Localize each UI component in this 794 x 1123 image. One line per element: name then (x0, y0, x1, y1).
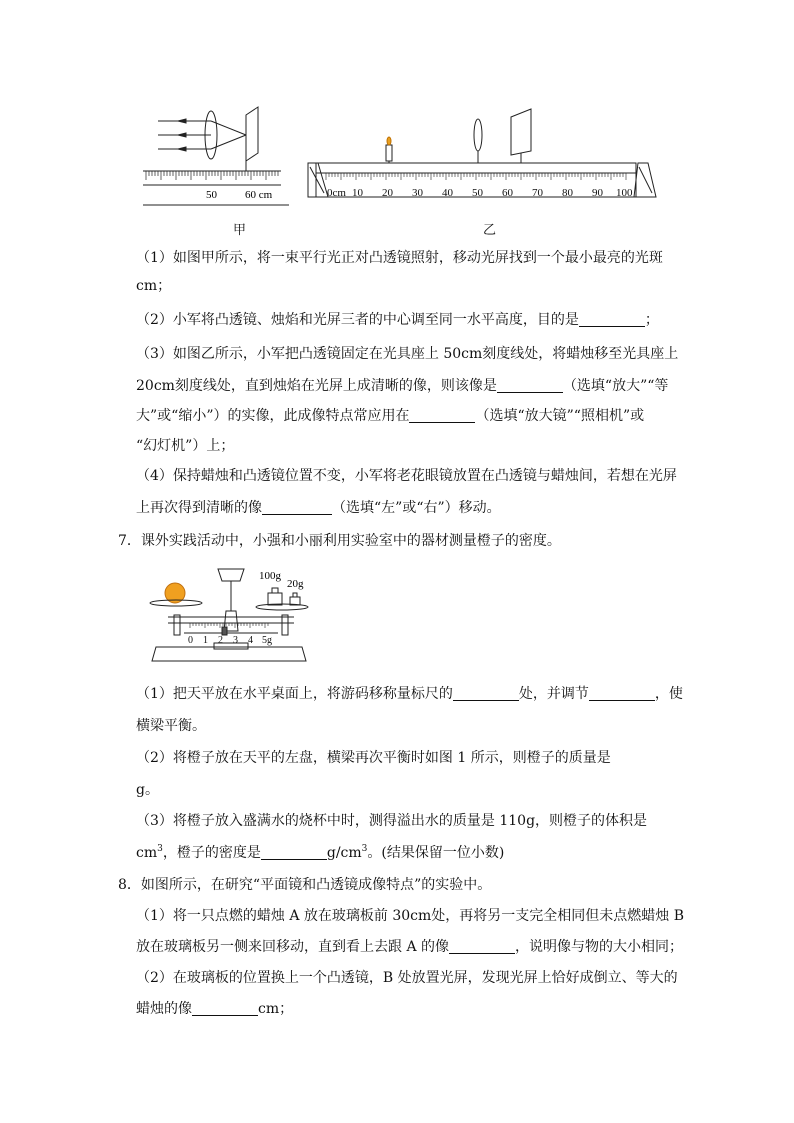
q6-p4-line2a: 上再次得到清晰的像 (136, 500, 262, 516)
q8-p2-line1: （2）在玻璃板的位置换上一个凸透镜，B 处放置光屏，发现光屏上恰好成倒立、等大的 (136, 970, 678, 986)
yi-tick-label-70: 70 (532, 187, 543, 199)
q7-p3-unit1: cm (136, 845, 158, 861)
q6-p4-line1: （4）保持蜡烛和凸透镜位置不变，小军将老花眼镜放置在凸透镜与蜡烛间，若想在光屏 (136, 468, 677, 484)
q7-p1-blank1[interactable] (453, 686, 519, 701)
q6-p3-line3a: 大”或“缩小”）的实像，此成像特点常应用在 (136, 408, 410, 424)
figure-balance (144, 563, 314, 668)
q8-title: 8．如图所示，在研究“平面镜和凸透镜成像特点”的实验中。 (118, 877, 492, 893)
yi-tick-label-80: 80 (562, 187, 573, 199)
q7-p1-line1a: （1）把天平放在水平桌面上，将游码移称量标尺的 (136, 686, 453, 702)
caption-jia: 甲 (233, 223, 247, 238)
q7-p3-sup1: 3 (157, 844, 163, 854)
q7-p1-line1b: 处，并调节 (518, 686, 589, 702)
q6-p3-line3 (136, 406, 644, 426)
q6-p4-line2 (136, 498, 501, 518)
q7-p1-line2: 横梁平衡。 (136, 718, 206, 734)
q6-p4-line2b: （选填“左”或“右”）移动。 (332, 500, 501, 516)
figure-yi (306, 105, 660, 205)
yi-tick-label-100: 100 (616, 187, 633, 199)
q8-p2-line2a: 蜡烛的像 (136, 1001, 192, 1017)
weight-label-100g: 100g (259, 570, 281, 582)
q7-p1-line1 (136, 684, 683, 704)
q7-p3-sup2: 3 (361, 844, 368, 854)
q7-p2-line2: g。 (136, 782, 159, 798)
yi-tick-label-40: 40 (442, 187, 453, 199)
q8-p1-line2a: 放在玻璃板另一侧来回移动，直到看上去跟 A 的像 (136, 939, 450, 955)
q7-p3-mid: ，橙子的密度是 (162, 845, 261, 861)
q8-p1-blank[interactable] (449, 939, 515, 954)
yi-tick-label-90: 90 (592, 187, 603, 199)
q8-p1-line1: （1）将一只点燃的蜡烛 A 放在玻璃板前 30cm处，再将另一支完全相同但未点燃蜡烛 B (136, 908, 685, 924)
yi-tick-label-20: 20 (382, 187, 393, 199)
yi-tick-label-30: 30 (412, 187, 423, 199)
q6-p2-end: ； (644, 312, 659, 328)
q7-p3-blank[interactable] (261, 845, 327, 860)
q8-p2-line2b: cm； (258, 1001, 294, 1017)
q6-p2-blank[interactable] (579, 312, 645, 327)
q8-p2-blank[interactable] (192, 1001, 258, 1016)
q6-p3-line2a: 20cm刻度线处，直到烛焰在光屏上成清晰的像，则该像是 (136, 378, 497, 394)
yi-tick-label-0: 0cm (327, 187, 346, 199)
q6-p2-text: （2）小军将凸透镜、烛焰和光屏三者的中心调至同一水平高度，目的是 (136, 312, 579, 328)
q6-p1-line1: （1）如图甲所示，将一束平行光正对凸透镜照射，移动光屏找到一个最小最亮的光斑 (136, 250, 663, 266)
yi-tick-label-50: 50 (472, 187, 483, 199)
q7-p3-line2 (136, 843, 504, 863)
q7-p3-line1: （3）将橙子放入盛满水的烧杯中时，测得溢出水的质量是 110g，则橙子的体积是 (136, 813, 648, 829)
q6-p3-line1: （3）如图乙所示，小军把凸透镜固定在光具座上 50cm刻度线处，将蜡烛移至光具座上 (136, 346, 679, 362)
q7-p1-blank2[interactable] (589, 686, 655, 701)
q6-p3-line2b: （选填“放大”“等 (562, 378, 669, 394)
scale-label-2: 2 (218, 635, 223, 646)
q6-p3-line3b: （选填“放大镜”“照相机”或 (475, 408, 645, 424)
q6-p3-blank1[interactable] (497, 378, 563, 393)
yi-tick-label-10: 10 (352, 187, 363, 199)
scale-label-1: 1 (203, 635, 208, 646)
q6-p3-line2 (136, 376, 668, 396)
jia-tick-label-50: 50 (206, 189, 217, 201)
caption-yi: 乙 (483, 223, 497, 238)
yi-tick-label-60: 60 (502, 187, 513, 199)
scale-label-4: 4 (248, 635, 253, 646)
figure-jia (136, 105, 296, 240)
q7-p3-unit2: g/cm (326, 845, 362, 861)
scale-label-3: 3 (233, 635, 238, 646)
q6-p2 (136, 310, 659, 330)
weight-label-20g: 20g (287, 578, 304, 590)
q8-p1-line2 (136, 937, 683, 957)
q6-p4-blank[interactable] (262, 500, 332, 515)
q7-p2-line1: （2）将橙子放在天平的左盘，横梁再次平衡时如图 1 所示，则橙子的质量是 (136, 750, 611, 766)
q7-p1-line1c: ，使 (654, 686, 683, 702)
q7-title: 7．课外实践活动中，小强和小丽利用实验室中的器材测量橙子的密度。 (118, 533, 561, 549)
q6-p3-blank2[interactable] (409, 408, 475, 423)
q6-p1-line2: cm； (136, 278, 172, 294)
q8-p1-line2b: ，说明像与物的大小相同； (515, 939, 684, 955)
q8-p2-line2 (136, 999, 293, 1019)
q7-p3-tail: 。(结果保留一位小数) (367, 845, 505, 861)
scale-label-0: 0 (188, 635, 193, 646)
scale-label-5g: 5g (262, 635, 272, 646)
jia-tick-label-60: 60 cm (245, 189, 273, 201)
q6-p3-line4: “幻灯机”）上； (136, 438, 235, 454)
